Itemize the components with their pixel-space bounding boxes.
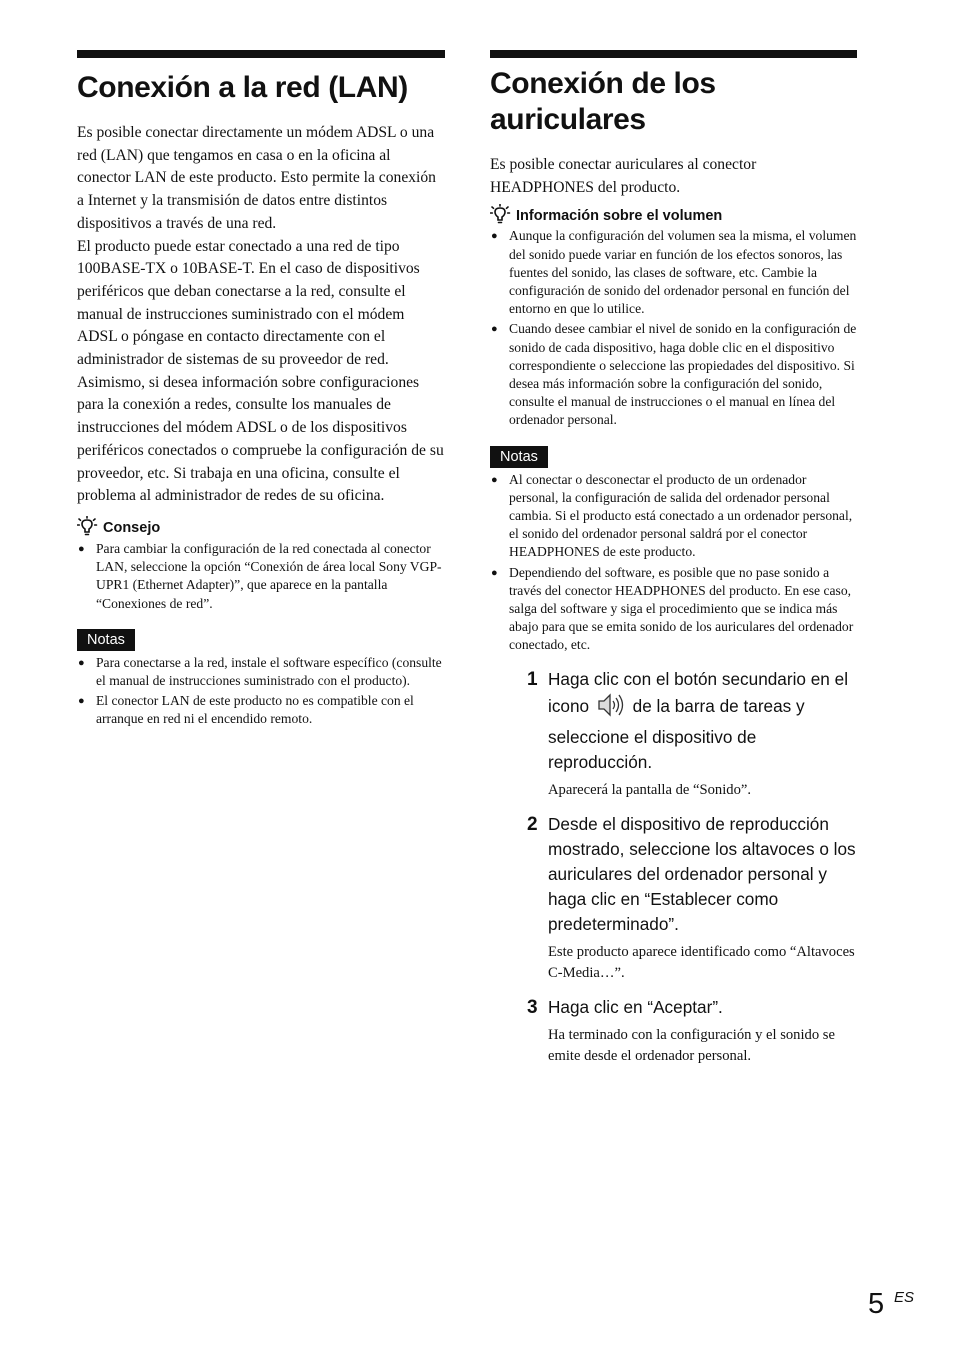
section-rule (490, 50, 857, 58)
step-note: Ha terminado con la configuración y el sonido se emite desde el ordenador personal. (548, 1027, 835, 1064)
lan-body (77, 122, 445, 508)
section-rule (77, 50, 445, 58)
step-text: Haga clic en “Aceptar”. (548, 997, 723, 1018)
page-number: 5 (868, 1288, 885, 1320)
paragraph: Asimismo, si desea información sobre configuraciones para la conexión a redes, consulte los manuales de instrucciones del módem ADSL o de los dispositivos periféricos conectados o compruebe la configuración de su proveedor, etc. Si trabaja en una oficina, consulte el problema al administrador de redes de su oficina. (77, 373, 444, 505)
step-number: 2 (527, 814, 538, 836)
tip-label: Consejo (103, 519, 161, 536)
step-note: Este producto aparece identificado como “Altavoces C-Media…”. (548, 944, 855, 981)
list-item: ● Al conectar o desconectar el producto de un ordenador personal, la configuración de salida del ordenador personal cambia. Si el producto está conectado a un ordenador personal, el sonido del ordenador personal saldrá por el conector HEADPHONES de este producto. (491, 471, 853, 560)
page-language: ES (894, 1289, 915, 1306)
step-number: 1 (527, 668, 538, 690)
lightbulb-icon (490, 204, 512, 226)
notes-list (490, 471, 857, 655)
tip-label: Información sobre el volumen (516, 208, 723, 225)
step-text: Desde el dispositivo de reproducción mostrado, seleccione los altavoces o los auriculares del ordenador personal y haga clic en “Establecer como predeterminado”. (548, 814, 856, 935)
step-1 (490, 667, 857, 801)
list-item: ● Aunque la configuración del volumen sea la misma, el volumen del sonido puede variar en función de los efectos sonoros, las fuentes del sonido, las clases de software, etc. Cambie la configuración de sonido del ordenador personal en función del entorno en que lo utilice. (491, 228, 857, 317)
speaker-icon (596, 692, 626, 725)
notes-badge: Notas (490, 446, 548, 468)
notes-list (77, 654, 445, 729)
step-number: 3 (527, 997, 538, 1019)
step-text: Haga clic con el botón secundario en el icono de la barra de tareas y seleccione el dispositivo de reproducción. (548, 668, 849, 772)
tip-list (77, 540, 445, 613)
step-note: Aparecerá la pantalla de “Sonido”. (548, 781, 751, 798)
step-2 (490, 812, 857, 983)
step-3 (490, 995, 857, 1066)
headphones-intro: Es posible conectar auriculares al conector HEADPHONES del producto. (490, 156, 757, 196)
tip-list (490, 227, 857, 429)
paragraph: El producto puede estar conectado a una red de tipo 100BASE-TX o 10BASE-T. En el caso de dispositivos periféricos que deban conectarse a la red, consulte el manual de instrucciones suministrado con el módem ADSL o póngase en contacto directamente con el administrador de sistemas de su proveedor de red. (77, 237, 420, 369)
list-item: ● El conector LAN de este producto no es compatible con el arranque en red ni el encendido remoto. (78, 693, 414, 727)
paragraph: Es posible conectar directamente un módem ADSL o una red (LAN) que tengamos en casa o en la oficina al conector LAN de este producto. Esto permite la conexión a Internet y la transmisión de datos entre distintos dispositivos a través de una red. (77, 124, 436, 232)
list-item: ● Cuando desee cambiar el nivel de sonido en la configuración de sonido de cada dispositivo, haga doble clic en el dispositivo correspondiente o seleccione las propiedades del dispositivo. Si desea más información sobre la configuración del sonido, consulte el manual de instrucciones o el manual en línea del ordenador personal. (491, 321, 857, 428)
list-item: ● Para conectarse a la red, instale el software específico (consulte el manual de instrucciones suministrado con el producto). (78, 654, 442, 688)
section-title-lan: Conexión a la red (LAN) (77, 71, 408, 104)
tip-heading (490, 204, 857, 226)
lightbulb-icon (77, 516, 99, 538)
notes-badge: Notas (77, 629, 135, 651)
list-item: ● Dependiendo del software, es posible que no pase sonido a través del conector HEADPHONES del producto. En ese caso, salga del software y siga el procedimiento que se indica más abajo para que se emita sonido de los auriculares del ordenador conectado, etc. (491, 564, 854, 653)
left-column (77, 50, 445, 731)
tip-heading (77, 516, 445, 538)
section-title-headphones: Conexión de los auriculares (490, 67, 716, 136)
list-item: ● Para cambiar la configuración de la red conectada al conector LAN, seleccione la opción “Conexión de área local Sony VGP-UPR1 (Ethernet Adapter)”, que aparece en la pantalla “Conexiones de red”. (78, 540, 442, 611)
right-column (490, 50, 857, 1066)
